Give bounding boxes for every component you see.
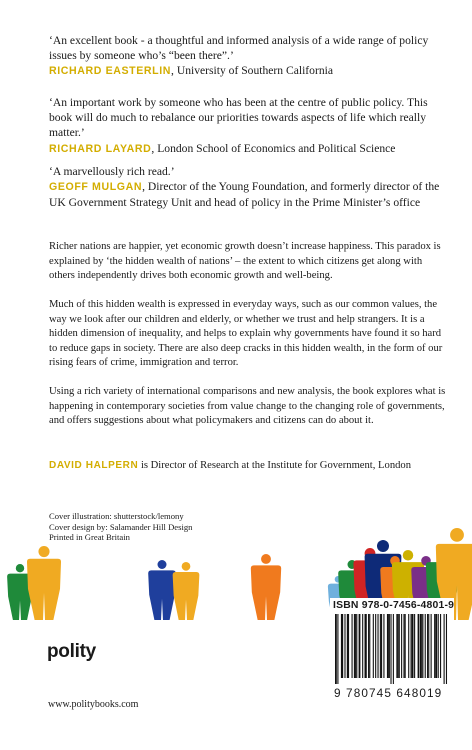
endorser-name: GEOFF MULGAN [49,181,143,194]
endorsement-layard [49,95,441,157]
endorser-name: RICHARD EASTERLIN [49,65,172,78]
isbn-label: ISBN 978-0-7456-4801-9 [333,600,455,611]
credit-design: Cover design by: Salamander Hill Design [49,521,193,532]
endorsement-easterlin [49,33,441,80]
description-paragraph-1: Richer nations are happier, yet economic growth doesn’t increase happiness. This paradox is explained by ‘the hidden wealth of nations’ – the extent to which citizens get along with others independently drives both economic growth and well-being. [49,241,441,282]
publisher-logo: polity [47,641,96,662]
person-silhouette [173,562,200,620]
person-silhouette [251,554,281,620]
endorsement-quote: ‘A marvellously rich read.’ [49,165,175,178]
endorser-affiliation: , University of Southern California [171,64,333,78]
credit-printed: Printed in Great Britain [49,532,130,543]
endorsement-quote: ‘An important work by someone who has been at the centre of public policy. This book will do much to rebalance our priorities towards aspects of life which really matter.’ [49,96,428,140]
person-silhouette [27,546,61,620]
endorser-affiliation: , Director of the Young Foundation, and formerly director of the UK Government Strategy Unit and head of policy in the Prime Minister’s office [49,180,440,210]
endorser-name: RICHARD LAYARD [49,142,152,155]
description-paragraph-3: Using a rich variety of international comparisons and new analysis, the book explores what is happening in contemporary societies from value change to the changing role of governments, and offers suggestions about what policymakers and citizens can do about it. [49,386,446,427]
person-silhouette [148,560,176,620]
endorser-affiliation: , London School of Economics and Political Science [151,141,396,155]
author-name: DAVID HALPERN [49,460,139,471]
endorsement-mulgan [49,164,441,211]
endorsement-quote: ‘An excellent book - a thoughtful and informed analysis of a wide range of policy issues by someone who’s “been there”.’ [49,34,429,63]
barcode-icon [333,614,451,684]
author-bio-text: is Director of Research at the Institute for Government, London [138,460,412,471]
credit-illustration: Cover illustration: shutterstock/lemony [49,511,184,521]
barcode-digits: 9 780745 648019 [334,686,443,700]
author-bio [49,459,447,473]
description-paragraph-2: Much of this hidden wealth is expressed in everyday ways, such as our common values, the way we look after our children and elderly, or whether we trust and help strangers. It is a hidden dimension of inequality, and helps to explain why governments have found it so hard to reduce gaps in society. There are also deep cracks in this hidden wealth, in the form of our rising fears of crime, immigration and terror. [49,299,443,369]
publisher-url: www.politybooks.com [48,699,139,710]
